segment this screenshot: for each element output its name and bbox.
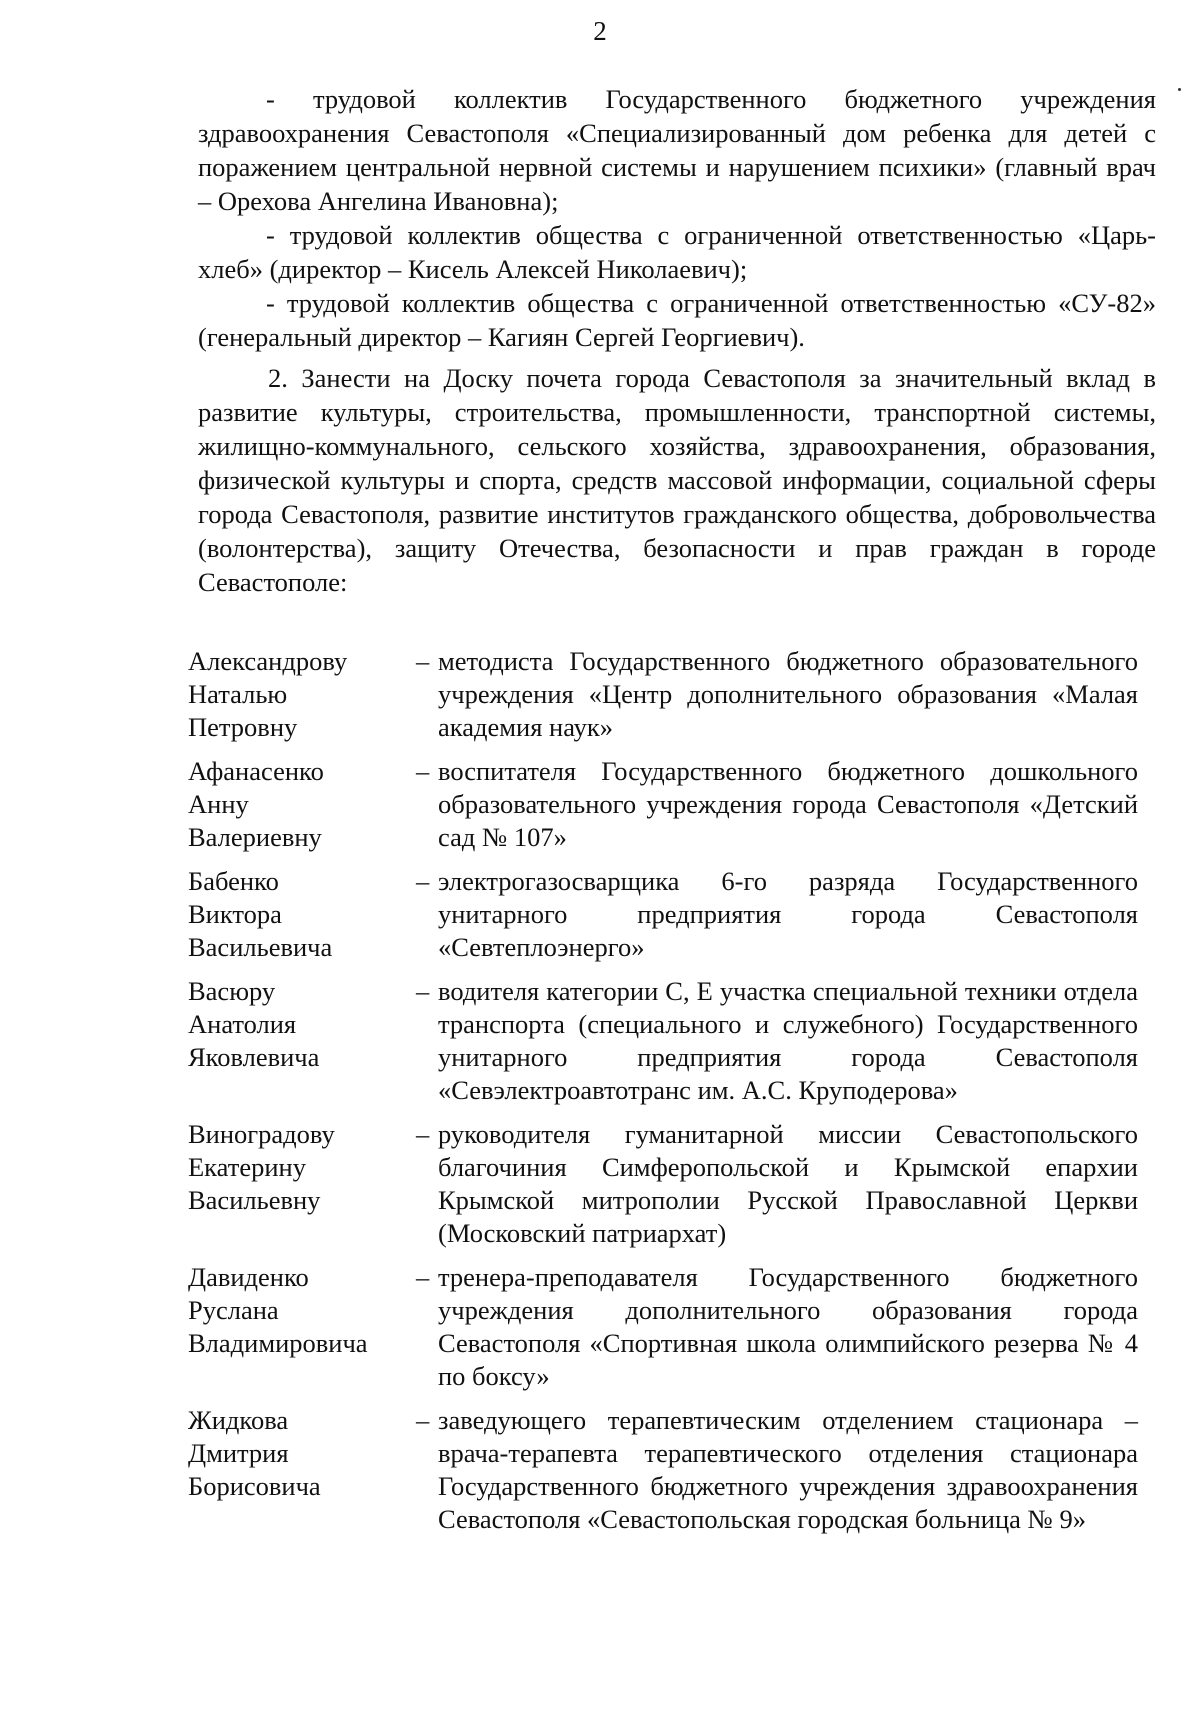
dash: – (416, 1119, 430, 1149)
dash: – (416, 1405, 430, 1435)
paragraph-collective-orphanage: - трудовой коллектив Государственного бюджетного учреждения здравоохранения Севастополя «Специализированный дом ребенка для детей с поражением центральной нервной системы и нарушением психики» (главный врач – Орехова Ангелина Ивановна); (198, 84, 1156, 216)
awardee-description: методиста Государственного бюджетного образовательного учреждения «Центр дополнительного образования «Малая академия наук» (438, 646, 1138, 742)
awardee-row (188, 755, 1138, 854)
dash: – (416, 976, 430, 1006)
awardee-name: Виноградову Екатерину Васильевну (188, 1119, 335, 1215)
awardee-row (188, 645, 1138, 744)
awardee-name: Александрову Наталью Петровну (188, 646, 348, 742)
awardee-row (188, 1404, 1138, 1536)
awardee-name: Афанасенко Анну Валериевну (188, 756, 324, 852)
scan-speck (1178, 88, 1181, 91)
dash: – (416, 756, 430, 786)
awardee-description: электрогазосварщика 6-го разряда Государственного унитарного предприятия города Севастополя «Севтеплоэнерго» (438, 866, 1138, 962)
awardee-row (188, 975, 1138, 1107)
awardee-name: Давиденко Руслана Владимировича (188, 1262, 368, 1358)
awardee-description: тренера-преподавателя Государственного бюджетного учреждения дополнительного образования города Севастополя «Спортивная школа олимпийского резерва № 4 по боксу» (438, 1262, 1138, 1391)
awardee-row (188, 1261, 1138, 1393)
intro-section (198, 82, 1156, 599)
page-number: 2 (593, 16, 607, 46)
paragraph-item-2: 2. Занести на Доску почета города Севастополя за значительный вклад в развитие культуры, строительства, промышленности, транспортной системы, жилищно-коммунального, сельского хозяйства, здравоохранения, образования, физической культуры и спорта, средств массовой информации, социальной сферы города Севастополя, развитие институтов гражданского общества, добровольчества (волонтерства), защиту Отечества, безопасности и прав граждан в городе Севастополе: (198, 363, 1156, 597)
awardee-list (188, 645, 1138, 1536)
awardee-description: заведующего терапевтическим отделением стационара – врача-терапевта терапевтического отделения стационара Государственного бюджетного учреждения здравоохранения Севастополя «Севастопольская городская больница № 9» (438, 1405, 1138, 1534)
dash: – (416, 1262, 430, 1292)
awardee-description: руководителя гуманитарной миссии Севастопольского благочиния Симферопольской и Крымской епархии Крымской митрополии Русской Православной Церкви (Московский патриархат) (438, 1119, 1138, 1248)
awardee-name: Бабенко Виктора Васильевича (188, 866, 333, 962)
awardee-name: Васюру Анатолия Яковлевича (188, 976, 320, 1072)
awardee-row (188, 865, 1138, 964)
dash: – (416, 866, 430, 896)
awardee-name: Жидкова Дмитрия Борисовича (188, 1405, 321, 1501)
awardee-description: водителя категории С, Е участка специальной техники отдела транспорта (специального и служебного) Государственного унитарного предприятия города Севастополя «Севэлектроавтотранс им. А.С. Круподерова» (438, 976, 1138, 1105)
paragraph-collective-tsar-khleb: - трудовой коллектив общества с ограниченной ответственностью «Царь-хлеб» (директор – Кисель Алексей Николаевич); (198, 220, 1156, 284)
awardee-row (188, 1118, 1138, 1250)
paragraph-collective-su82: - трудовой коллектив общества с ограниченной ответственностью «СУ-82» (генеральный директор – Кагиян Сергей Георгиевич). (198, 288, 1156, 352)
awardee-description: воспитателя Государственного бюджетного дошкольного образовательного учреждения города Севастополя «Детский сад № 107» (438, 756, 1138, 852)
dash: – (416, 646, 430, 676)
